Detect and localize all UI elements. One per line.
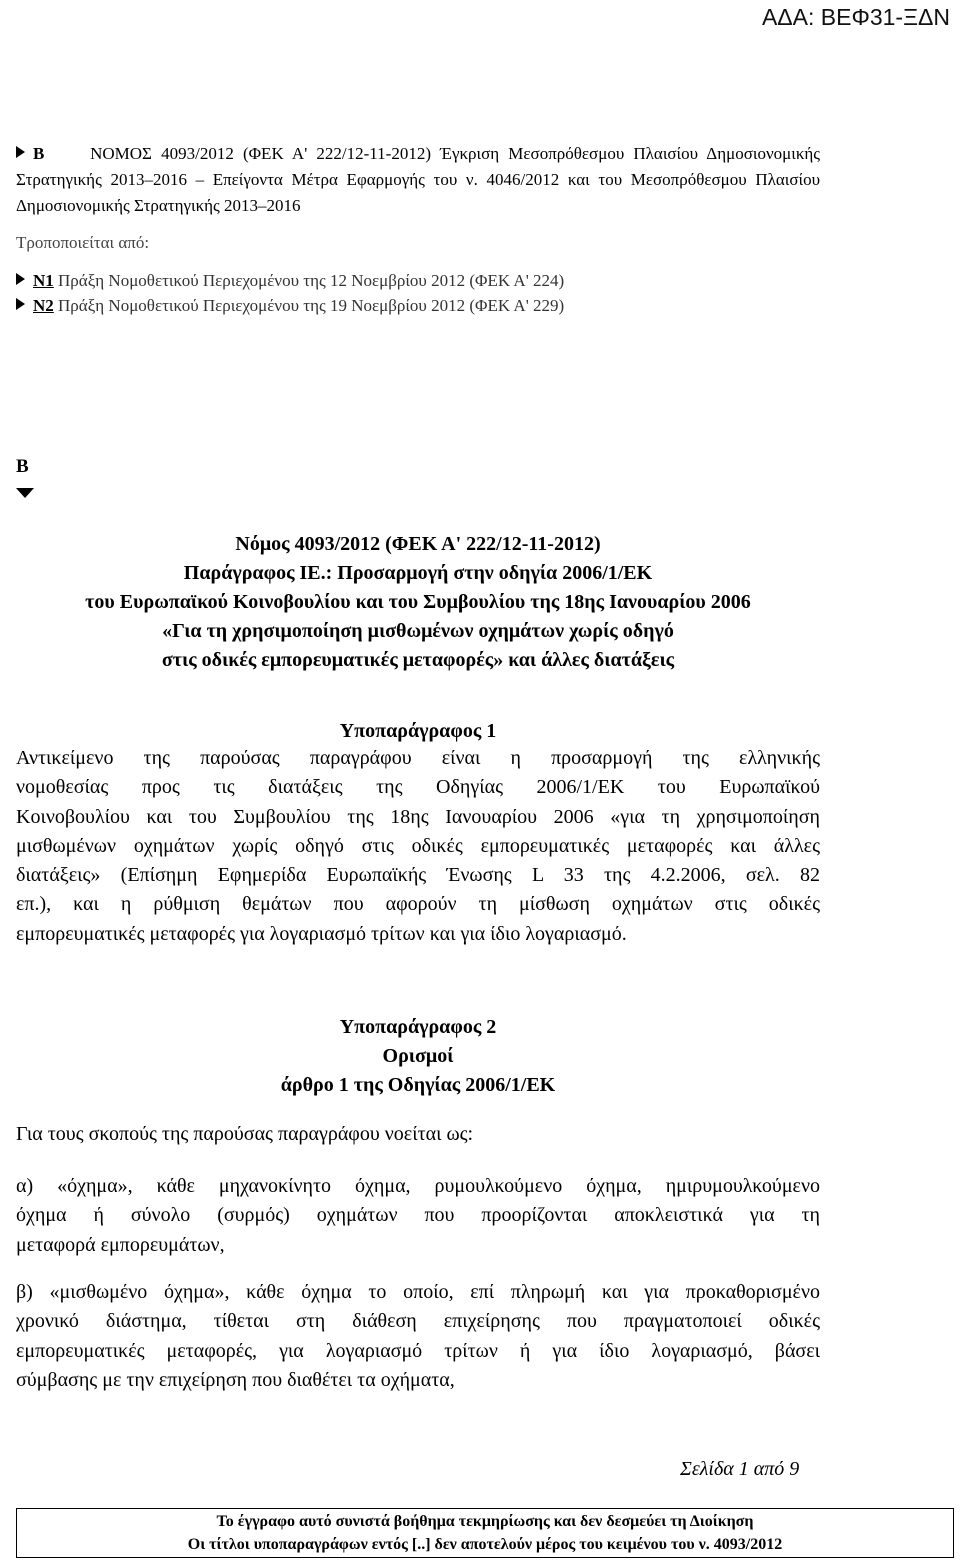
expand-arrow-icon[interactable]: [16, 146, 25, 158]
heading-line: άρθρο 1 της Οδηγίας 2006/1/ΕΚ: [280, 1074, 556, 1096]
text-line: σύμβασης με την επιχείρηση που διαθέτει τα οχήματα,: [16, 1368, 455, 1391]
title-line: του Ευρωπαϊκού Κοινοβουλίου και του Συμβουλίου της 18ης Ιανουαρίου 2006: [85, 591, 751, 613]
expand-arrow-icon[interactable]: [16, 273, 25, 285]
title-line: «Για τη χρησιμοποίηση μισθωμένων οχημάτων χωρίς οδηγό: [162, 620, 674, 642]
law-entry[interactable]: [16, 141, 820, 219]
definition-a: [16, 1172, 820, 1260]
amended-by-label: Τροποποιείται από:: [16, 233, 150, 252]
amendment-item[interactable]: [16, 296, 564, 316]
text-line: Κοινοβουλίου και του Συμβουλίου της 18ης Ιανουαρίου 2006 «για τη χρησιμοποίηση: [16, 805, 820, 828]
text-line: μισθωμένων οχημάτων χωρίς οδηγό στις οδικές εμπορευματικές μεταφορές και άλλες: [16, 834, 820, 857]
text-line: διατάξεις» (Επίσημη Εφημερίδα Ευρωπαϊκής Ένωσης L 33 της 4.2.2006, σελ. 82: [16, 864, 820, 887]
title-line: Νόμος 4093/2012 (ΦΕΚ Α' 222/12-11-2012): [235, 533, 601, 555]
text-line: νομοθεσίας προς τις διατάξεις της Οδηγίας 2006/1/ΕΚ του Ευρωπαϊκού: [16, 776, 820, 799]
page-number: Σελίδα 1 από 9: [680, 1458, 800, 1480]
text-line: εμπορευματικές μεταφορές, για λογαριασμό τρίτων ή για ίδιο λογαριασμό, βάσει: [16, 1339, 820, 1362]
expand-arrow-icon[interactable]: [16, 298, 25, 310]
text-line: εμπορευματικές μεταφορές για λογαριασμό τρίτων και για ίδιο λογαριασμό.: [16, 922, 627, 945]
heading-line: Ορισμοί: [382, 1045, 454, 1067]
ada-code: ΑΔΑ: ΒΕΦ31-ΞΔΝ: [761, 4, 950, 30]
title-line: στις οδικές εμπορευματικές μεταφορές» και άλλες διατάξεις: [161, 649, 675, 671]
amendment-text: Πράξη Νομοθετικού Περιεχομένου της 19 Νοεμβρίου 2012 (ΦΕΚ Α' 229): [53, 296, 565, 315]
text-line: β) «μισθωμένο όχημα», κάθε όχημα το οποίο, επί πληρωμή και για προκαθορισμένο: [16, 1281, 820, 1303]
text-line: χρονικό διάστημα, τίθεται στη διάθεση επιχείρησης που πραγματοποιεί οδικές: [16, 1310, 820, 1333]
amendment-text: Πράξη Νομοθετικού Περιεχομένου της 12 Νοεμβρίου 2012 (ΦΕΚ Α' 224): [53, 271, 565, 290]
text-line: Για τους σκοπούς της παρούσας παραγράφου νοείται ως:: [16, 1123, 474, 1145]
heading-line: Υποπαράγραφος 2: [339, 1016, 497, 1038]
subparagraph-1-text: [16, 744, 820, 949]
section-marker: Β: [16, 456, 29, 477]
footer-line: Το έγγραφο αυτό συνιστά βοήθημα τεκμηρίωσης και δεν δεσμεύει τη Διοίκηση: [216, 1513, 754, 1530]
text-line: επ.), και η ρύθμιση θεμάτων που αφορούν τη μίσθωση οχημάτων στις οδικές: [16, 893, 820, 916]
title-line: Παράγραφος ΙΕ.: Προσαρμογή στην οδηγία 2006/1/ΕΚ: [183, 562, 653, 584]
amendment-item[interactable]: [16, 271, 564, 291]
amendment-code[interactable]: Ν2: [33, 296, 54, 315]
amendment-code[interactable]: Ν1: [33, 271, 54, 290]
subparagraph-2-heading: [16, 1013, 820, 1100]
text-line: Αντικείμενο της παρούσας παραγράφου είναι η προσαρμογή της ελληνικής: [16, 747, 820, 769]
subparagraph-1-heading: Υποπαράγραφος 1: [339, 720, 497, 742]
document-title: [16, 530, 820, 675]
text-line: όχημα ή σύνολο (συρμός) οχημάτων που προορίζονται αποκλειστικά για τη: [16, 1204, 820, 1227]
law-entry-text: ΝΟΜΟΣ 4093/2012 (ΦΕΚ Α' 222/12-11-2012) Έγκριση Μεσοπρόθεσμου Πλαισίου Δημοσιονομικής Στρατηγικής 2013–2016 – Επείγοντα Μέτρα Εφαρμογής του ν. 4046/2012 και του Μεσοπρόθεσμου Πλαισίου Δημοσιονομικής Στρατηγικής 2013–2016: [16, 144, 821, 215]
definition-b: [16, 1278, 820, 1395]
law-marker: Β: [33, 144, 45, 163]
text-line: μεταφορά εμπορευμάτων,: [16, 1233, 225, 1256]
collapse-arrow-icon[interactable]: [16, 488, 34, 498]
text-line: α) «όχημα», κάθε μηχανοκίνητο όχημα, ρυμουλκούμενο όχημα, ημιρυμουλκούμενο: [16, 1175, 820, 1197]
footer-disclaimer: [16, 1508, 954, 1558]
definitions-intro: [16, 1120, 820, 1149]
footer-line: Οι τίτλοι υποπαραγράφων εντός [..] δεν αποτελούν μέρος του κειμένου του ν. 4093/2012: [187, 1536, 783, 1553]
